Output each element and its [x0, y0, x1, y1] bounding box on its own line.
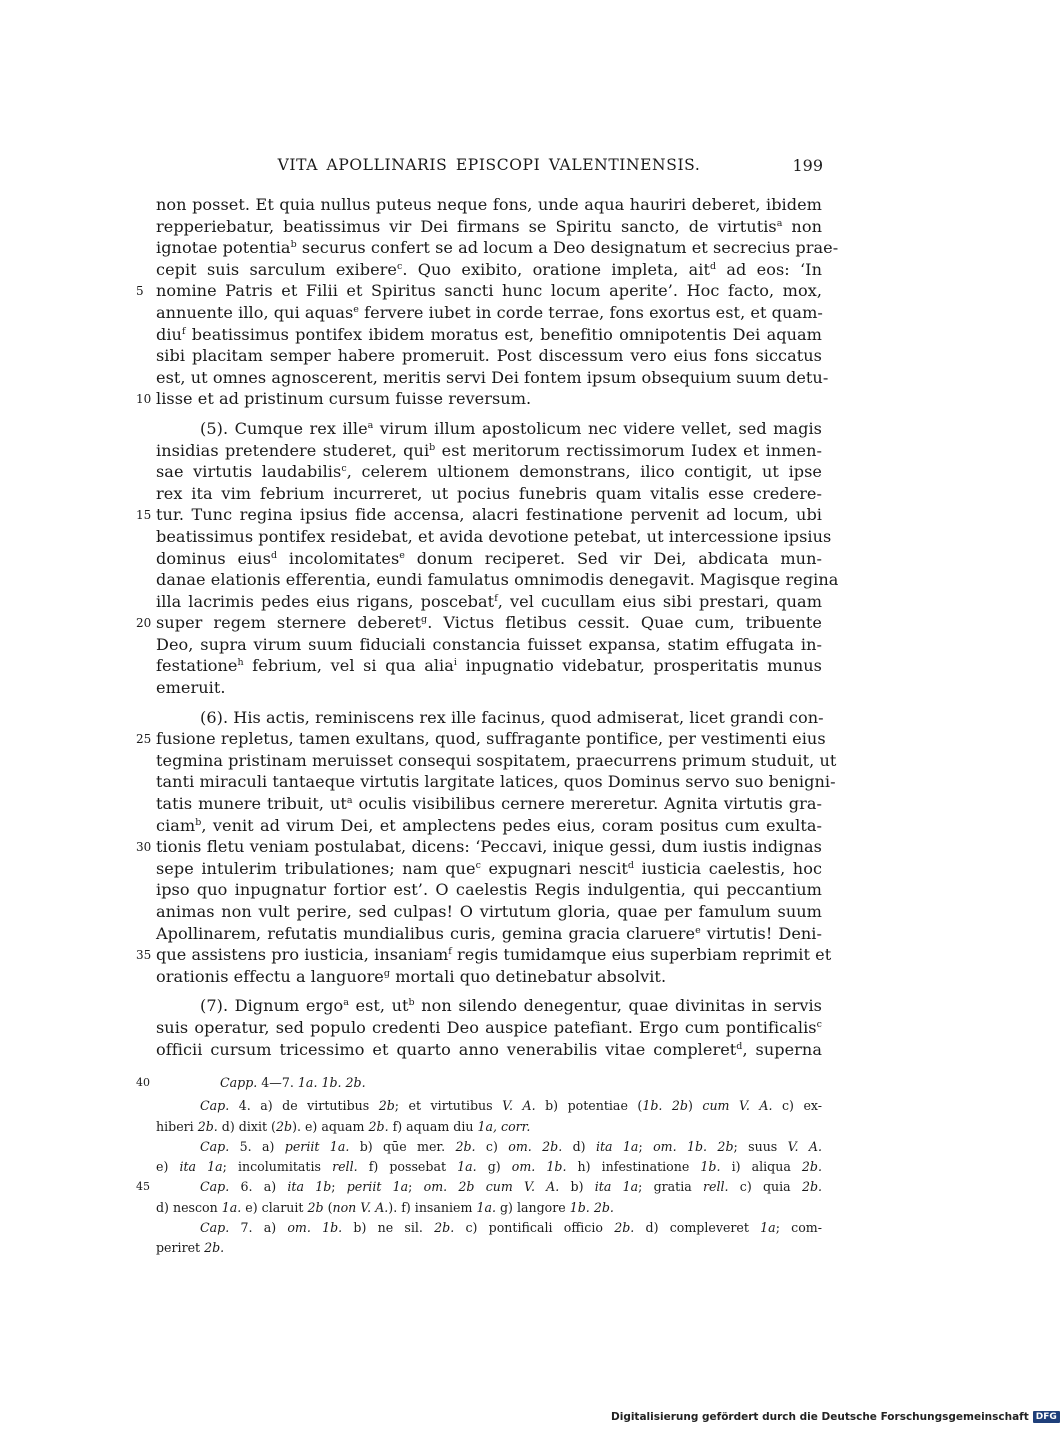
text-line: est, ut omnes agnoscerent, meritis servi Dei fontem ipsum obsequium suum detu- — [156, 367, 829, 387]
main-text — [136, 194, 839, 1060]
line-number: 10 — [136, 392, 152, 407]
text-line: dominus eius$^d$ incolomitates$^e$ donum reciperet. Sed vir Dei, abdicata mun- — [156, 548, 822, 568]
apparatus-line: Cap. 5. a) periit 1a. b) qūe mer. 2b. c) om. 2b. d) ita 1a; om. 1b. 2b; suus V. A. — [200, 1138, 823, 1154]
running-title: VITA APOLLINARIS EPISCOPI VALENTINENSIS. — [277, 156, 701, 174]
funding-footer — [611, 1411, 1060, 1423]
line-number: 45 — [136, 1180, 150, 1194]
text-line: danae elationis efferentia, eundi famulatus omnimodis denegavit. Magisque regina — [156, 570, 839, 590]
critical-apparatus — [136, 1073, 823, 1259]
text-line: (5). Cumque rex ille$^a$ virum illum apostolicum nec videre vellet, sed magis — [200, 418, 822, 438]
line-number: 25 — [136, 732, 152, 747]
text-line: sae virtutis laudabilis$^c$, celerem ultionem demonstrans, ilico contigit, ut ipse — [156, 462, 822, 482]
text-line: ignotae potentia$^b$ securus confert se ad locum a Deo designatum et secrecius prae- — [156, 238, 839, 258]
text-line: tegmina pristinam meruisset consequi sospitatem, praecurrens primum studuit, ut — [156, 750, 837, 770]
line-number: 30 — [136, 840, 152, 855]
text-line: cepit suis sarculum exibere$^c$. Quo exibito, oratione impleta, ait$^d$ ad eos: ‘In — [156, 259, 822, 279]
running-header — [155, 156, 823, 178]
apparatus-line: hiberi 2b. d) dixit (2b). e) aquam 2b. f) aquam diu 1a, corr. — [156, 1118, 531, 1134]
text-line: non posset. Et quia nullus puteus neque fons, unde aqua hauriri deberet, ibidem — [156, 195, 822, 214]
text-line: 35 que assistens pro iusticia, insaniam$^f$ regis tumidamque eius superbiam reprimit et — [156, 944, 822, 966]
text-line: 20 super regem sternere deberet$^g$. Victus fletibus cessit. Quae cum, tribuente — [156, 612, 822, 634]
text-line: ipso quo inpugnatur fortior est’. O caelestis Regis indulgentia, qui peccantium — [156, 880, 822, 900]
apparatus-line: 40 Capp. 4—7. 1a. 1b. 2b. — [156, 1073, 822, 1093]
text-line: suis operatur, sed populo credenti Deo auspice patefiant. Ergo cum pontificalis$^c$ — [156, 1017, 822, 1037]
text-line: (6). His actis, reminiscens rex ille facinus, quod admiserat, licet grandi con- — [200, 707, 824, 727]
text-line: 30 tionis fletu veniam postulabat, dicens: ‘Peccavi, inique gessi, dum iustis indignas — [156, 836, 822, 858]
apparatus-line: Cap. 7. a) om. 1b. b) ne sil. 2b. c) pontificali officio 2b. d) compleveret 1a; com- — [200, 1220, 823, 1236]
text-line: annuente illo, qui aquas$^e$ fervere iubet in corde terrae, fons exortus est, et quam- — [156, 302, 823, 322]
line-number: 15 — [136, 508, 152, 523]
text-line: sepe intulerim tribulationes; nam que$^c$ expugnari nescit$^d$ iusticia caelestis, hoc — [156, 858, 823, 878]
text-line: 10 lisse et ad pristinum cursum fuisse reversum. — [156, 388, 822, 410]
dfg-logo: DFG — [1033, 1411, 1060, 1423]
apparatus-line: Cap. 4. a) de virtutibus 2b; et virtutibus V. A. b) potentiae (1b. 2b) cum V. A. c) ex- — [200, 1098, 823, 1114]
text-line: beatissimus pontifex residebat, et avida devotione petebat, ut intercessione ipsius — [156, 526, 832, 546]
line-number: 20 — [136, 616, 152, 631]
text-line: rex ita vim febrium incurreret, ut pocius funebris quam vitalis esse credere- — [156, 483, 822, 503]
text-line: illa lacrimis pedes eius rigans, poscebat$^f$, vel cucullam eius sibi prestari, quam — [156, 591, 823, 611]
text-line: tatis munere tribuit, $ut^a$ oculis visibilibus cernere mereretur. Agnita virtutis gra- — [156, 794, 822, 814]
text-line: diu$^f$ beatissimus pontifex ibidem moratus est, benefitio omnipotentis Dei aquam — [156, 324, 822, 344]
text-line: animas non vult perire, sed culpas! O virtutum gloria, quae per famulum suum — [156, 902, 822, 921]
apparatus-line: periret 2b. — [156, 1240, 225, 1256]
text-line: orationis effectu a languore$^g$ mortali quo detinebatur absolvit. — [156, 966, 667, 986]
text-line: emeruit. — [156, 678, 226, 698]
apparatus-line: 45 Cap. 6. a) ita 1b; periit 1a; om. 2b cum V. A. b) ita 1a; gratia rell. c) quia 2b. — [156, 1177, 822, 1197]
text-line: 5 nomine Patris et Filii et Spiritus sancti hunc locum aperite’. Hoc facto, mox, — [156, 280, 822, 302]
text-line: Deo, supra virum suum fiduciali constancia fuisset expansa, statim effugata in- — [156, 634, 822, 654]
text-line: 25 fusione repletus, tamen exultans, quod, suffragante pontifice, per vestimenti eius — [156, 728, 822, 750]
line-number: 40 — [136, 1076, 150, 1089]
page-number: 199 — [792, 156, 823, 175]
line-number: 5 — [136, 284, 144, 299]
apparatus-line: d) nescon 1a. e) claruit 2b (non V. A.). f) insaniem 1a. g) langore 1b. 2b. — [156, 1199, 614, 1215]
text-line: repperiebatur, beatissimus vir Dei firmans se Spiritu sancto, de virtutis$^a$ non — [156, 216, 822, 236]
text-line: Apollinarem, refutatis mundialibus curis, gemina gracia claruere$^e$ virtutis! Deni- — [156, 923, 822, 943]
line-number: 35 — [136, 948, 152, 963]
text-line: sibi placitam semper habere promeruit. Post discessum vero eius fons siccatus — [156, 346, 822, 366]
text-line: festatione$^h$ febrium, vel si qua alia$^i$ inpugnatio videbatur, prosperitatis munus — [156, 656, 822, 676]
text-line: insidias pretendere studeret, qui$^b$ est meritorum rectissimorum Iudex et inmen- — [156, 440, 822, 460]
text-line: officii cursum tricessimo et quarto anno venerabilis vitae compleret$^d$, superna — [156, 1039, 822, 1059]
text-line: ciam$^b$, venit ad virum Dei, et amplectens pedes eius, coram positus cum exulta- — [156, 815, 822, 835]
apparatus-line: e) ita 1a; incolumitatis rell. f) possebat 1a. g) om. 1b. h) infestinatione 1b. i) aliqua 2b. — [156, 1159, 822, 1175]
text-line: 15 tur. Tunc regina ipsius fide accensa, alacri festinatione pervenit ad locum, ubi — [156, 504, 822, 526]
text-line: tanti miraculi tantaeque virtutis largitate latices, quos Dominus servo suo benigni- — [156, 772, 836, 792]
text-line: (7). Dignum ergo$^a$ est, $ut^b$ non silendo denegentur, quae divinitas in servis — [200, 996, 822, 1016]
footer-text: Digitalisierung gefördert durch die Deutsche Forschungsgemeinschaft — [611, 1411, 1029, 1423]
